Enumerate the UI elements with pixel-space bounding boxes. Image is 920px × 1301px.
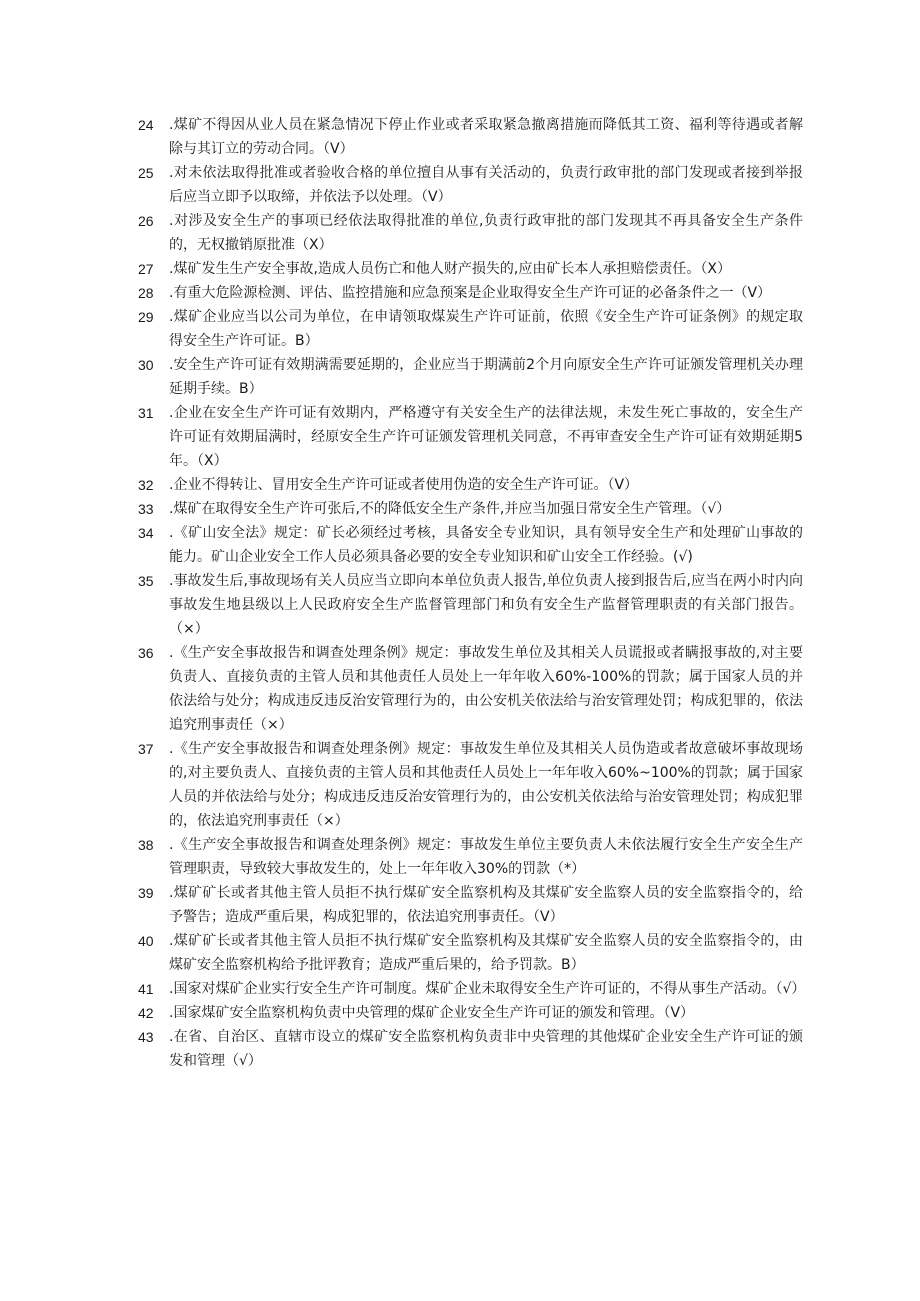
list-item xyxy=(138,569,803,641)
item-number: 43 xyxy=(138,1029,154,1045)
list-item xyxy=(138,929,803,977)
list-item xyxy=(138,641,803,737)
item-text: .在省、自治区、直辖市设立的煤矿安全监察机构负责非中央管理的其他煤矿企业安全生产许可证的颁发和管理（√） xyxy=(169,1029,803,1069)
item-text: .《生产安全事故报告和调查处理条例》规定：事故发生单位及其相关人员谎报或者瞒报事故的,对主要负责人、直接负责的主管人员和其他责任人员处上一年年收入60%-100%的罚款；属于国家人员的并依法给与处分；构成违反违反治安管理行为的，由公安机关依法给与治安管理处罚；构成犯罪的，依法追究刑事责任（×） xyxy=(169,645,803,733)
item-number: 33 xyxy=(138,501,154,517)
item-number: 41 xyxy=(138,981,154,997)
item-number: 38 xyxy=(138,837,154,853)
item-text: .煤矿发生生产安全事故,造成人员伤亡和他人财产损失的,应由矿长本人承担赔偿责任。（X） xyxy=(169,261,731,277)
list-item xyxy=(138,161,803,209)
list-item xyxy=(138,209,803,257)
item-text: .《矿山安全法》规定：矿长必须经过考核，具备安全专业知识，具有领导安全生产和处理矿山事故的能力。矿山企业安全工作人员必须具备必要的安全专业知识和矿山安全工作经验。(√) xyxy=(169,525,803,565)
item-number: 26 xyxy=(138,213,154,229)
item-number: 25 xyxy=(138,165,154,181)
item-text: .煤矿不得因从业人员在紧急情况下停止作业或者采取紧急撤离措施而降低其工资、福利等待遇或者解除与其订立的劳动合同。（V） xyxy=(169,117,803,157)
item-text: .企业在安全生产许可证有效期内，严格遵守有关安全生产的法律法规，未发生死亡事故的，安全生产许可证有效期届满时，经原安全生产许可证颁发管理机关同意，不再审查安全生产许可证有效期延期5年。（X） xyxy=(169,405,803,469)
item-text: .《生产安全事故报告和调查处理条例》规定：事故发生单位主要负责人未依法履行安全生产安全生产管理职责，导致较大事故发生的，处上一年年收入30%的罚款（*） xyxy=(169,837,803,877)
item-text: .对未依法取得批准或者验收合格的单位擅自从事有关活动的，负责行政审批的部门发现或者接到举报后应当立即予以取缔，并依法予以处理。（V） xyxy=(169,165,803,205)
item-text: .煤矿在取得安全生产许可张后,不的降低安全生产条件,并应当加强日常安全生产管理。（√） xyxy=(169,501,731,517)
list-item xyxy=(138,881,803,929)
list-item xyxy=(138,977,806,1001)
item-number: 32 xyxy=(138,477,154,493)
item-text: .对涉及安全生产的事项已经依法取得批准的单位,负责行政审批的部门发现其不再具备安全生产条件的，无权撤销原批准（X） xyxy=(169,213,803,253)
list-item xyxy=(138,833,803,881)
item-text: .安全生产许可证有效期满需要延期的，企业应当于期满前2个月向原安全生产许可证颁发管理机关办理延期手续。B） xyxy=(169,357,803,397)
list-item xyxy=(138,257,803,281)
list-item xyxy=(138,401,803,473)
item-text: .《生产安全事故报告和调查处理条例》规定：事故发生单位及其相关人员伪造或者故意破坏事故现场的,对主要负责人、直接负责的主管人员和其他责任人员处上一年年收入60%~100%的罚款；属于国家人员的并依法给与处分；构成违反违反治安管理行为的，由公安机关依法给与治安管理处罚；构成犯罪的，依法追究刑事责任（×） xyxy=(169,741,803,829)
list-item xyxy=(138,497,803,521)
item-number: 39 xyxy=(138,885,154,901)
item-number: 28 xyxy=(138,285,154,301)
list-item xyxy=(138,473,803,497)
list-item xyxy=(138,737,803,833)
item-number: 42 xyxy=(138,1005,154,1021)
item-text: .有重大危险源检测、评估、监控措施和应急预案是企业取得安全生产许可证的必备条件之一（V） xyxy=(169,285,772,301)
list-item xyxy=(138,1001,803,1025)
item-number: 34 xyxy=(138,525,154,541)
item-number: 30 xyxy=(138,357,154,373)
list-item xyxy=(138,353,803,401)
item-number: 31 xyxy=(138,405,154,421)
question-list xyxy=(138,113,806,1073)
list-item xyxy=(138,1025,803,1073)
item-number: 35 xyxy=(138,573,154,589)
list-item xyxy=(138,305,803,353)
item-text: .煤矿矿长或者其他主管人员拒不执行煤矿安全监察机构及其煤矿安全监察人员的安全监察指令的，由煤矿安全监察机构给予批评教育；造成严重后果的，给予罚款。B） xyxy=(169,933,803,973)
item-text: .煤矿矿长或者其他主管人员拒不执行煤矿安全监察机构及其煤矿安全监察人员的安全监察指令的，给予警告；造成严重后果，构成犯罪的，依法追究刑事责任。（V） xyxy=(169,885,803,925)
item-number: 40 xyxy=(138,933,154,949)
item-number: 27 xyxy=(138,261,154,277)
item-number: 36 xyxy=(138,645,154,661)
item-number: 24 xyxy=(138,117,154,133)
item-text: .煤矿企业应当以公司为单位，在申请领取煤炭生产许可证前，依照《安全生产许可证条例》的规定取得安全生产许可证。B） xyxy=(169,309,803,349)
list-item xyxy=(138,521,803,569)
item-text: .国家对煤矿企业实行安全生产许可制度。煤矿企业未取得安全生产许可证的，不得从事生产活动。（√） xyxy=(169,981,806,997)
list-item xyxy=(138,281,803,305)
item-number: 29 xyxy=(138,309,154,325)
item-text: .国家煤矿安全监察机构负责中央管理的煤矿企业安全生产许可证的颁发和管理。（V） xyxy=(169,1005,695,1021)
list-item xyxy=(138,113,803,161)
item-number: 37 xyxy=(138,741,154,757)
item-text: .企业不得转让、冒用安全生产许可证或者使用伪造的安全生产许可证。（V） xyxy=(169,477,639,493)
item-text: .事故发生后,事故现场有关人员应当立即向本单位负责人报告,单位负责人接到报告后,应当在两小时内向事故发生地县级以上人民政府安全生产监督管理部门和负有安全生产监督管理职责的有关部门报告。（×） xyxy=(169,573,803,637)
